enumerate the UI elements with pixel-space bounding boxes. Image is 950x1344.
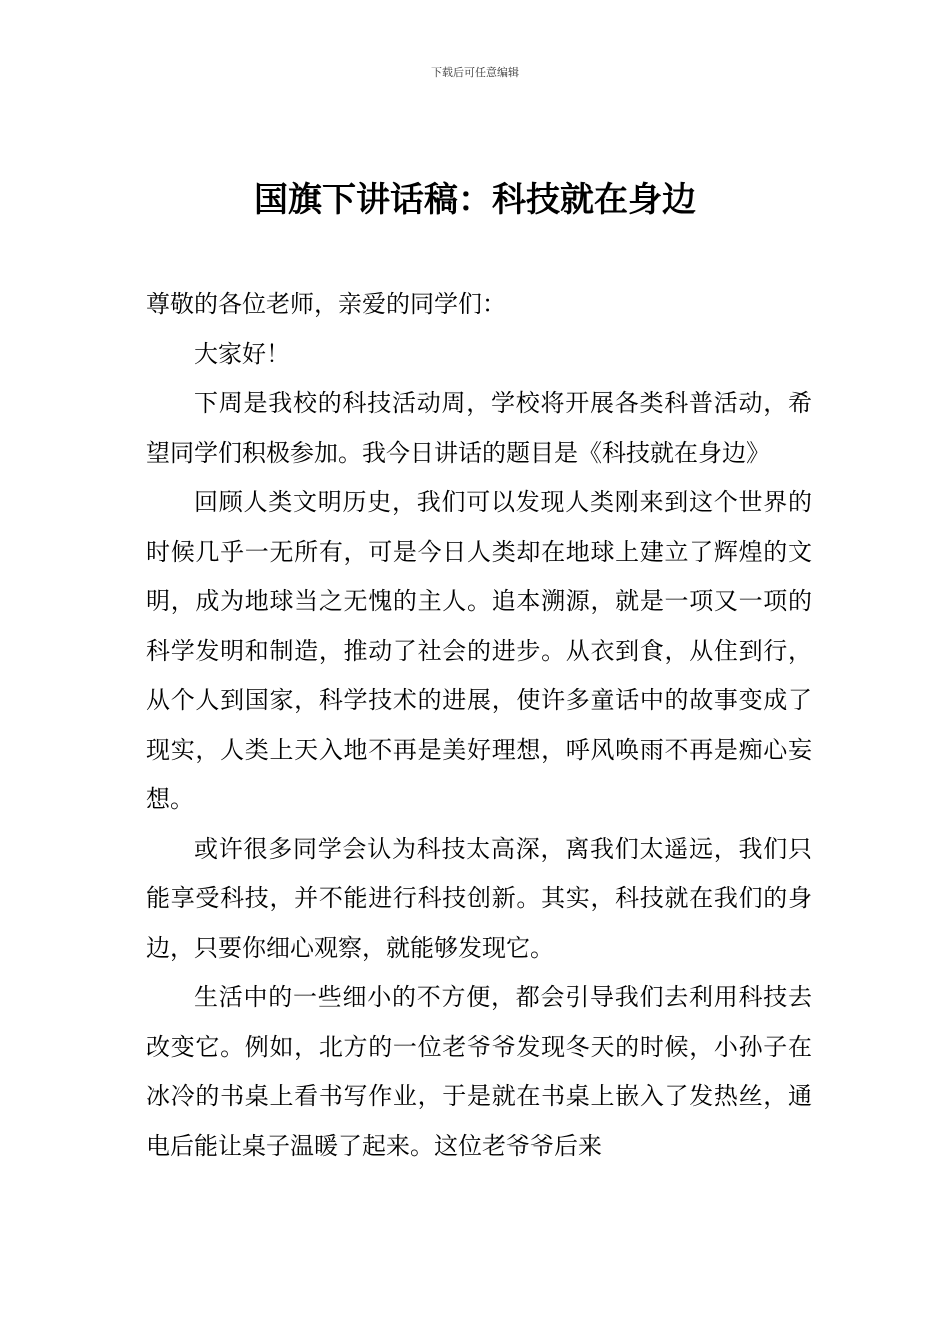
document-body xyxy=(146,280,812,1171)
header-note: 下载后可任意编辑 xyxy=(431,66,519,79)
paragraph-intro: 下周是我校的科技活动周，学校将开展各类科普活动，希望同学们积极参加。我今日讲话的题目是《科技就在身边》 xyxy=(146,389,812,467)
salutation: 尊敬的各位老师，亲爱的同学们： xyxy=(146,290,506,318)
paragraph-greeting: 大家好！ xyxy=(194,339,290,368)
document-title: 国旗下讲话稿：科技就在身边 xyxy=(254,180,696,220)
paragraph-example: 生活中的一些细小的不方便，都会引导我们去利用科技去改变它。例如，北方的一位老爷爷发现冬天的时候，小孙子在冰冷的书桌上看书写作业，于是就在书桌上嵌入了发热丝，通电后能让桌子温暖了起来。这位老爷爷后来 xyxy=(146,983,812,1160)
paragraph-history: 回顾人类文明历史，我们可以发现人类刚来到这个世界的时候几乎一无所有，可是今日人类却在地球上建立了辉煌的文明，成为地球当之无愧的主人。追本溯源，就是一项又一项的科学发明和制造，推动了社会的进步。从衣到食，从住到行，从个人到国家，科学技术的进展，使许多童话中的故事变成了现实，人类上天入地不再是美好理想，呼风唤雨不再是痴心妄想。 xyxy=(146,488,812,813)
paragraph-science-nearby: 或许很多同学会认为科技太高深，离我们太遥远，我们只能享受科技，并不能进行科技创新。其实，科技就在我们的身边，只要你细心观察，就能够发现它。 xyxy=(146,834,812,962)
